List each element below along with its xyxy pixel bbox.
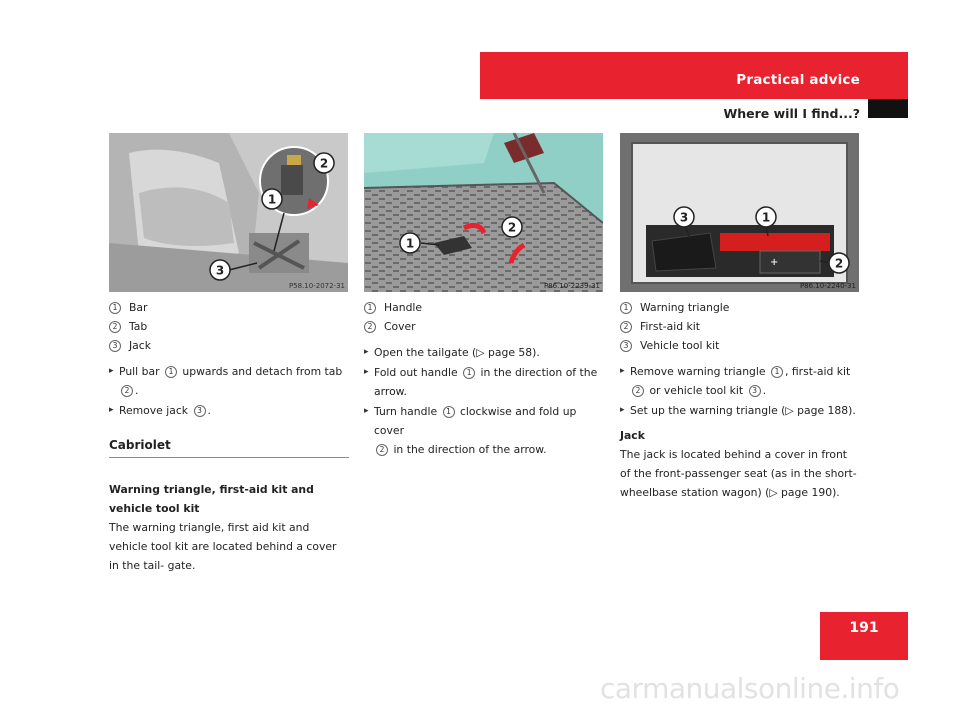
tool-kit-photo bbox=[620, 133, 859, 292]
page-number-box bbox=[820, 612, 908, 660]
body-text: The jack is located behind a cover in front of the front-passenger seat (as in the short- wheelbase station wagon) (▷ page 190). bbox=[620, 448, 857, 499]
image-code: P86.10-2240-31 bbox=[799, 282, 856, 290]
header-bar bbox=[480, 52, 908, 99]
page-subtitle: Where will I find...? bbox=[723, 106, 860, 121]
watermark: carmanualsonline.info bbox=[600, 672, 900, 705]
callout-2: 2 bbox=[834, 256, 844, 271]
section-title: Practical advice bbox=[736, 72, 860, 88]
instruction-step: ▸ Set up the warning triangle (▷ page 188). bbox=[620, 401, 860, 420]
callout-2: 2 bbox=[319, 156, 329, 171]
callout-1: 1 bbox=[405, 236, 415, 251]
svg-text:+: + bbox=[770, 257, 779, 268]
legend-item: 3 Vehicle tool kit bbox=[620, 336, 860, 355]
instruction-step: ▸ Pull bar 1 upwards and detach from tab 2 . bbox=[109, 362, 349, 400]
instruction-step: ▸ Open the tailgate (▷ page 58). bbox=[364, 343, 604, 362]
callout-1: 1 bbox=[761, 210, 771, 225]
section-heading: Cabriolet bbox=[109, 436, 349, 458]
instruction-step: ▸ Turn handle 1 clockwise and fold up cover 2 in the direction of the arrow. bbox=[364, 402, 604, 459]
legend-item: 1 Warning triangle bbox=[620, 298, 860, 317]
legend-item: 2 First-aid kit bbox=[620, 317, 860, 336]
subheading: Warning triangle, first-aid kit and vehicle tool kit bbox=[109, 483, 314, 515]
column-1 bbox=[109, 298, 349, 575]
legend-item: 2 Cover bbox=[364, 317, 604, 336]
body-text: The warning triangle, first aid kit and vehicle tool kit are located behind a cover in the tail- gate. bbox=[109, 521, 337, 572]
callout-3: 3 bbox=[215, 263, 225, 278]
legend-item: 1 Bar bbox=[109, 298, 349, 317]
column-2 bbox=[364, 298, 604, 459]
instruction-step: ▸ Remove warning triangle 1 , first-aid kit 2 or vehicle tool kit 3 . bbox=[620, 362, 860, 400]
header-marker bbox=[868, 99, 908, 118]
instruction-step: ▸ Fold out handle 1 in the direction of the arrow. bbox=[364, 363, 604, 401]
callout-1: 1 bbox=[267, 192, 277, 207]
column-3 bbox=[620, 298, 860, 502]
callout-3: 3 bbox=[679, 210, 689, 225]
page-number: 191 bbox=[849, 620, 879, 636]
tailgate-photo bbox=[364, 133, 603, 292]
jack-photo bbox=[109, 133, 348, 292]
legend-item: 3 Jack bbox=[109, 336, 349, 355]
image-code: P86.10-2239-31 bbox=[543, 282, 600, 290]
callout-2: 2 bbox=[507, 220, 517, 235]
subheading: Jack bbox=[620, 429, 645, 442]
legend-item: 1 Handle bbox=[364, 298, 604, 317]
legend-item: 2 Tab bbox=[109, 317, 349, 336]
instruction-step: ▸ Remove jack 3 . bbox=[109, 401, 349, 420]
image-code: P58.10-2072-31 bbox=[288, 282, 345, 290]
